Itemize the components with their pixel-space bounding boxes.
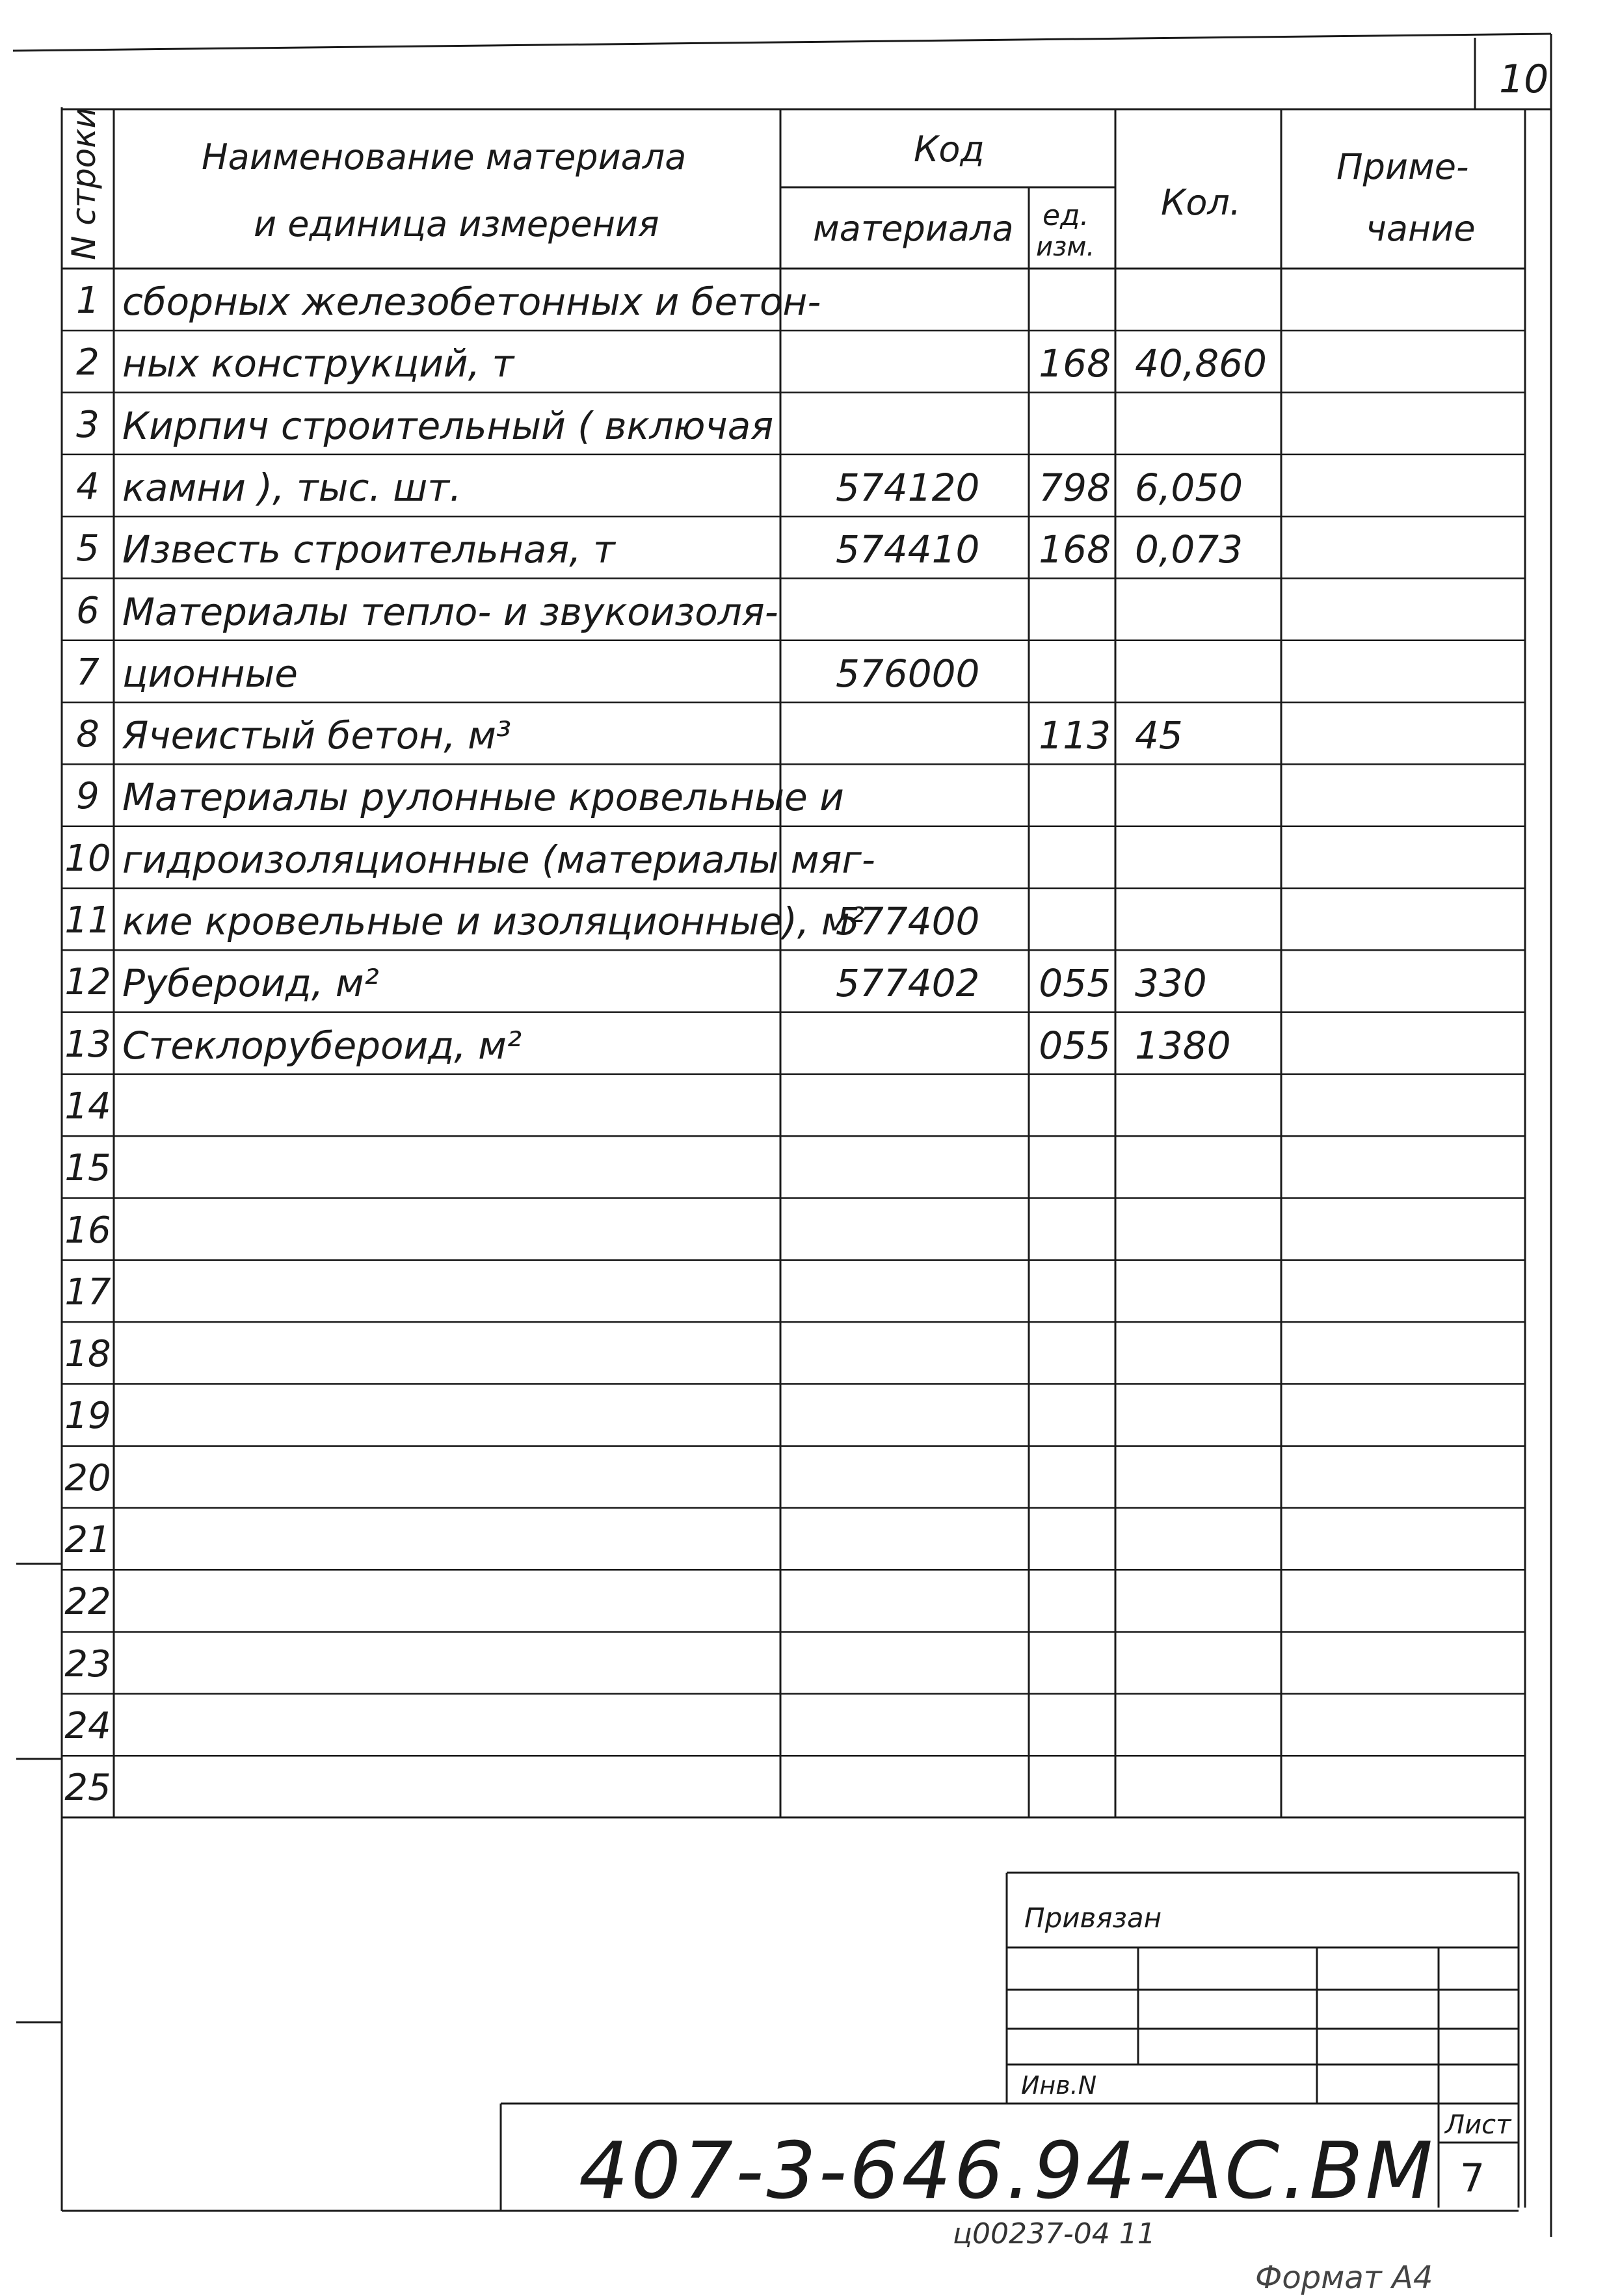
- row-material-name: Известь строительная, т: [122, 527, 615, 572]
- stamp-bound: Привязан: [1024, 1902, 1162, 1934]
- row-number: 4: [76, 465, 100, 508]
- row-quantity: 1380: [1135, 1023, 1231, 1068]
- row-number: 6: [76, 589, 100, 632]
- row-material-code: 577402: [836, 961, 980, 1006]
- page-number: 10: [1499, 57, 1549, 102]
- row-number: 16: [64, 1209, 111, 1252]
- header-quantity: Кол.: [1161, 182, 1242, 223]
- row-number: 20: [64, 1457, 111, 1499]
- header-unit-line1: ед.: [1042, 199, 1089, 232]
- row-material-code: 574120: [836, 465, 980, 510]
- row-number: 1: [76, 280, 100, 322]
- row-material-code: 574410: [836, 527, 980, 572]
- handwritten-number: ц00237-04 11: [953, 2217, 1156, 2250]
- row-material-name: Кирпич строительный ( включая: [122, 403, 774, 448]
- row-number: 14: [64, 1085, 111, 1128]
- row-number: 12: [64, 961, 111, 1004]
- row-number: 7: [76, 651, 100, 694]
- row-material-name: сборных железобетонных и бетон-: [122, 280, 821, 324]
- header-note-line2: чание: [1366, 208, 1476, 249]
- row-material-name: Стеклорубероид, м²: [122, 1023, 522, 1068]
- sheet-label: Лист: [1445, 2110, 1511, 2140]
- row-unit-code: 798: [1039, 465, 1111, 510]
- row-number: 21: [64, 1519, 111, 1561]
- document-code: 407-3-646.94-АС.ВМ: [579, 2126, 1436, 2217]
- row-number: 9: [76, 775, 100, 818]
- row-material-code: 576000: [836, 651, 980, 696]
- row-number: 11: [64, 899, 111, 942]
- row-number: 18: [64, 1333, 111, 1376]
- header-name-line1: Наименование материала: [202, 137, 687, 178]
- row-unit-code: 168: [1039, 527, 1111, 572]
- row-number: 8: [76, 713, 100, 756]
- row-material-name: Ячеистый бетон, м³: [122, 713, 512, 758]
- row-unit-code: 168: [1039, 341, 1111, 386]
- header-note-line1: Приме-: [1336, 146, 1469, 187]
- row-unit-code: 113: [1039, 713, 1111, 758]
- row-material-code: 577400: [836, 899, 980, 943]
- row-quantity: 330: [1135, 961, 1207, 1006]
- row-number: 10: [64, 837, 111, 880]
- row-material-name: гидроизоляционные (материалы мяг-: [122, 837, 875, 882]
- row-material-name: Рубероид, м²: [122, 961, 379, 1006]
- row-quantity: 45: [1135, 713, 1183, 758]
- row-number: 13: [64, 1023, 111, 1066]
- format-label: Формат А4: [1255, 2260, 1433, 2296]
- row-number: 25: [64, 1767, 111, 1810]
- row-quantity: 40,860: [1135, 341, 1267, 386]
- stamp-inventory: Инв.N: [1021, 2071, 1097, 2100]
- row-quantity: 0,073: [1135, 527, 1243, 572]
- row-number: 5: [76, 527, 100, 570]
- row-number: 23: [64, 1643, 111, 1685]
- row-number: 17: [64, 1271, 111, 1313]
- header-unit-line2: изм.: [1036, 232, 1095, 262]
- row-material-name: камни ), тыс. шт.: [122, 465, 462, 510]
- row-number: 22: [64, 1581, 111, 1624]
- sheet-number: 7: [1460, 2156, 1485, 2201]
- row-material-name: кие кровельные и изоляционные), м²: [122, 899, 865, 943]
- row-material-name: ных конструкций, т: [122, 341, 514, 386]
- row-number: 24: [64, 1704, 111, 1747]
- row-unit-code: 055: [1039, 961, 1111, 1006]
- header-row-number: N строки: [65, 107, 103, 260]
- row-number: 3: [76, 403, 100, 446]
- row-number: 2: [76, 341, 100, 384]
- row-quantity: 6,050: [1135, 465, 1243, 510]
- row-material-name: ционные: [122, 651, 298, 696]
- header-code-material: материала: [813, 208, 1014, 249]
- row-material-name: Материалы тепло- и звукоизоля-: [122, 589, 778, 634]
- header-code: Код: [914, 129, 985, 170]
- header-name-line2: и единица измерения: [254, 204, 659, 244]
- row-unit-code: 055: [1039, 1023, 1111, 1068]
- row-number: 15: [64, 1147, 111, 1190]
- row-material-name: Материалы рулонные кровельные и: [122, 775, 844, 820]
- row-number: 19: [64, 1395, 111, 1438]
